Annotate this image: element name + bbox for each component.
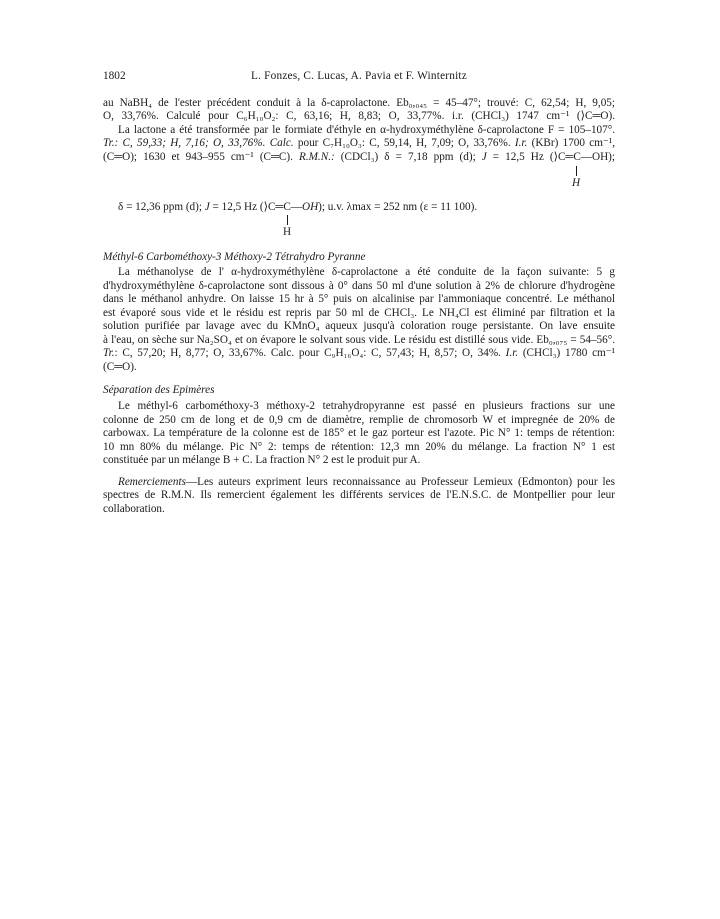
text-span: J — [481, 151, 487, 163]
text-span: δ = 12,36 ppm (d); — [118, 201, 205, 213]
text-line: solution purifiée par lavage avec du KMnO₄ aqueux jusqu'à coloration rouge persistante. On lave ensuite — [103, 320, 615, 332]
text-span: R.M.N.: — [298, 151, 335, 163]
text-line: Le méthyl-6 carbométhoxy-3 méthoxy-2 tetrahydropyranne est passé en plusieurs fractions sur une — [118, 400, 615, 412]
text-span: = 12,5 Hz (⟩C═C— — [209, 201, 302, 213]
acknowledgements-line — [103, 476, 615, 489]
text-span: (CDCl₃) δ = 7,18 ppm (d); — [334, 151, 482, 163]
text-line: O, 33,76%. Calculé pour C₆H₁₀O₂: C, 63,16; H, 8,83; O, 33,77%. i.r. (CHCl₃) 1747 cm⁻¹ (⟩C═O). — [103, 110, 615, 122]
text-line — [103, 347, 615, 360]
text-span: J — [204, 201, 210, 213]
text-line: 10 mn 80% du mélange. Pic N° 2: temps de rétention: 12,3 mn 20% du mélange. La fraction N° 1 est — [103, 441, 615, 453]
structure-hydrogen-label: H — [283, 226, 292, 238]
text-span: : C, 57,20; H, 8,77; O, 33,67%. Calc. pour C₉H₁₆O₄: C, 57,43; H, 8,57; O, 34%. — [114, 347, 506, 359]
running-header-authors: L. Fonzes, C. Lucas, A. Pavia et F. Winternitz — [251, 70, 467, 82]
text-span: = 12,5 Hz (⟩C═C—OH); — [486, 151, 615, 163]
text-span: (CHCl₃) 1780 cm⁻¹ — [518, 347, 616, 359]
text-span: pour C₇H₁₀O₃: C, 59,14, H, 7,09; O, 33,76%. — [293, 137, 515, 149]
text-span: (KBr) 1700 cm⁻¹, — [527, 137, 615, 149]
text-line — [118, 201, 477, 214]
text-line: constituée par un mélange B + C. La fraction N° 2 est le produit pur A. — [103, 454, 421, 466]
text-span: ); u.v. λmax = 252 nm (ε = 11 100). — [318, 201, 478, 213]
section-title: Séparation des Epimères — [103, 384, 215, 396]
text-line: (C═O). — [103, 361, 137, 373]
text-span: (C═O); 1630 et 943–955 cm⁻¹ (C═C). — [103, 151, 299, 163]
text-line — [103, 137, 615, 150]
text-span: Tr.: C, 59,33; H, 7,16; O, 33,76%. — [103, 137, 270, 149]
text-line: La lactone a été transformée par le formiate d'éthyle en α-hydroxyméthylène δ-caprolactone F = 105–107°. — [118, 124, 615, 136]
text-span: Calc. — [269, 137, 294, 149]
text-line: dans le méthanol anhydre. On laisse 15 hr à 5° puis on alcalinise par l'ammoniaque concentré. Le méthanol — [103, 293, 615, 305]
text-span: I.r. — [505, 347, 519, 359]
text-line — [103, 151, 615, 164]
running-header — [103, 70, 615, 86]
structure-hydrogen-label: H — [572, 177, 581, 189]
bond-line — [576, 166, 577, 176]
text-line: à l'eau, on sèche sur Na₂SO₄ et on évapore le solvant sous vide. Le résidu est distillé sous vide. Eb₀,₀₇₅ = 54–56°. — [103, 334, 615, 346]
text-line: d'hydroxyméthylène δ-caprolactone sont dissous à 0° dans 50 ml d'une solution à 2% de chlorure d'hydrogène — [103, 280, 615, 292]
acknowledgements-label: Remerciements — [118, 476, 186, 488]
text-span: —Les auteurs expriment leurs reconnaissance au Professeur Lemieux (Edmonton) pour les — [185, 476, 615, 488]
text-span: OH — [302, 201, 319, 213]
text-line: La méthanolyse de l' α-hydroxyméthylène δ-caprolactone a été conduite de la façon suivante: 5 g — [118, 266, 615, 278]
page-number: 1802 — [103, 70, 126, 82]
section-title: Méthyl-6 Carbométhoxy-3 Méthoxy-2 Tétrahydro Pyranne — [103, 251, 366, 263]
text-span: Tr. — [103, 347, 115, 359]
text-span: I.r. — [514, 137, 528, 149]
text-line: au NaBH₄ de l'ester précédent conduit à la δ-caprolactone. Eb₀,₀₄₅ = 45–47°; trouvé: C, 62,54; H, 9,05; — [103, 97, 615, 109]
bond-line — [287, 215, 288, 225]
text-line: collaboration. — [103, 503, 165, 515]
text-line: spectres de R.M.N. Ils remercient également les différents services de l'E.N.S.C. de Montpellier pour leur — [103, 489, 615, 501]
text-line: colonne de 250 cm de long et de 0,9 cm de diamètre, remplie de chromosorb W et impregnée de 20% de — [103, 414, 615, 426]
text-line: est évaporé sous vide et le résidu est repris par 50 ml de CHCl₃. Le NH₄Cl est éliminé par filtration et la — [103, 307, 615, 319]
text-line: carbowax. La température de la colonne est de 185° et le gaz porteur est l'azote. Pic N° 1: temps de rétention: — [103, 427, 615, 439]
